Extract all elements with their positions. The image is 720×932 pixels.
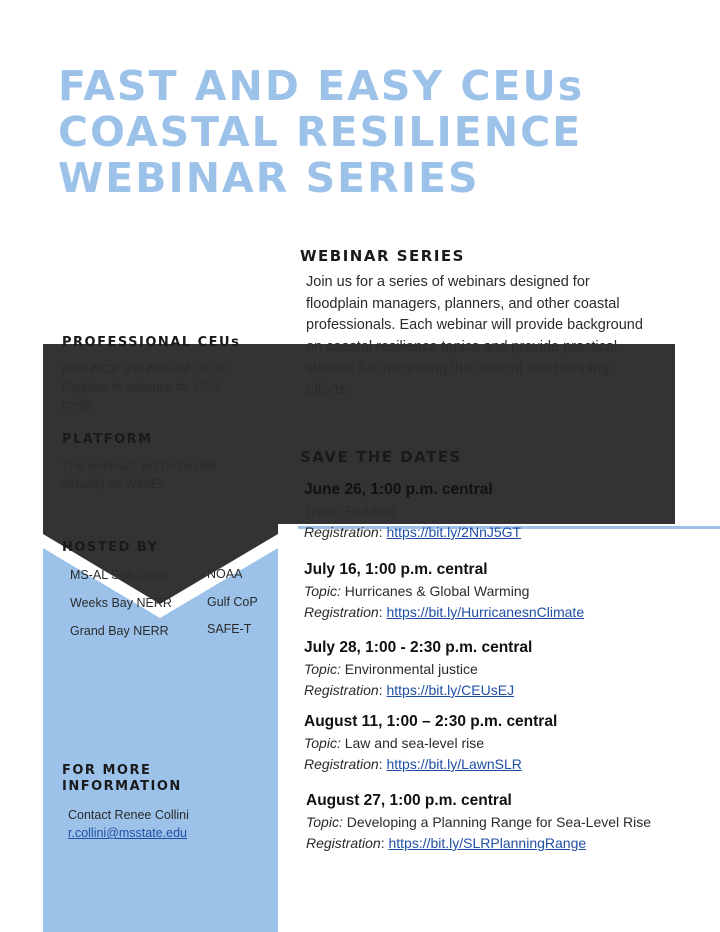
title-line-3: WEBINAR SERIES <box>58 154 480 202</box>
more-info-heading <box>62 763 182 795</box>
intro-line: floodplain managers, planners, and other coastal <box>306 295 620 312</box>
text-line: The webinars will be hosted <box>62 459 217 473</box>
registration-link[interactable]: https://bit.ly/CEUsEJ <box>386 682 515 698</box>
event-item <box>304 559 704 623</box>
host-noaa: NOAA <box>207 567 243 581</box>
registration-label: Registration <box>304 682 379 698</box>
topic-value: Fortified <box>344 503 396 519</box>
event-date: August 27, 1:00 p.m. central <box>306 792 512 809</box>
save-the-dates-heading: SAVE THE DATES <box>300 448 462 466</box>
topic-label: Topic: <box>304 503 341 519</box>
registration-link[interactable]: https://bit.ly/LawnSLR <box>386 756 522 772</box>
registration-label: Registration <box>304 756 379 772</box>
event-topic <box>304 501 704 522</box>
platform-text <box>62 457 252 493</box>
registration-link[interactable]: https://bit.ly/SLRPlanningRange <box>388 835 587 851</box>
event-date: June 26, 1:00 p.m. central <box>304 481 493 498</box>
registration-link[interactable]: https://bit.ly/2NnJ5GT <box>386 524 522 540</box>
intro-line: support for integrating the content into planning <box>306 360 610 376</box>
intro-line: on coastal resilience topics and provide practical <box>306 338 618 355</box>
event-item <box>304 637 704 701</box>
contact-block <box>68 806 258 842</box>
topic-label: Topic: <box>306 814 343 830</box>
event-item <box>304 711 704 775</box>
text-line: Both AICP and ASFPM CEUs. <box>62 362 230 376</box>
platform-heading: PLATFORM <box>62 432 153 447</box>
host-ms-al-sea-grant: MS-AL Sea Grant <box>70 568 169 582</box>
registration-label: Registration <box>306 835 381 851</box>
heading-line: INFORMATION <box>62 779 182 794</box>
text-line: credit. <box>62 398 97 412</box>
contact-email-link[interactable]: r.collini@msstate.edu <box>68 826 187 840</box>
webinar-series-heading: WEBINAR SERIES <box>300 247 465 265</box>
intro-line: professionals. Each webinar will provide background <box>306 317 643 333</box>
topic-value: Hurricanes & Global Warming <box>344 583 530 599</box>
event-registration: Registration: https://bit.ly/HurricanesnClimate <box>304 604 585 620</box>
text-line: virtually on WebEx. <box>62 477 169 491</box>
hosted-by-heading: HOSTED BY <box>62 540 159 555</box>
event-date: July 16, 1:00 p.m. central <box>304 561 488 578</box>
event-topic <box>304 659 704 680</box>
host-grand-bay-nerr: Grand Bay NERR <box>70 624 169 638</box>
professional-ceus-text <box>62 360 252 414</box>
host-weeks-bay-nerr: Weeks Bay NERR <box>70 596 172 610</box>
registration-link[interactable]: https://bit.ly/HurricanesnClimate <box>386 604 585 620</box>
topic-value: Environmental justice <box>344 661 478 677</box>
professional-ceus-heading: PROFESSIONAL CEUs <box>62 335 241 350</box>
heading-line: FOR MORE <box>62 763 152 778</box>
event-item <box>306 790 706 854</box>
registration-label: Registration <box>304 604 379 620</box>
topic-label: Topic: <box>304 735 341 751</box>
event-topic <box>304 581 704 602</box>
event-registration: Registration: https://bit.ly/2NnJ5GT <box>304 524 522 540</box>
topic-label: Topic: <box>304 661 341 677</box>
event-registration: Registration: https://bit.ly/SLRPlanningRange <box>306 835 587 851</box>
event-date: July 28, 1:00 - 2:30 p.m. central <box>304 639 533 656</box>
intro-paragraph <box>306 272 676 401</box>
event-date: August 11, 1:00 – 2:30 p.m. central <box>304 713 558 730</box>
event-registration: Registration: https://bit.ly/LawnSLR <box>304 756 522 772</box>
registration-label: Registration <box>304 524 379 540</box>
text-line: Register in advance for CEU <box>62 380 221 394</box>
event-topic <box>304 733 704 754</box>
topic-value: Law and sea-level rise <box>344 735 485 751</box>
event-item <box>304 479 704 543</box>
event-topic <box>306 812 706 833</box>
intro-line: efforts. <box>306 381 351 398</box>
title-line-1: FAST AND EASY CEUs <box>58 62 585 110</box>
host-gulf-cop: Gulf CoP <box>207 595 258 609</box>
topic-label: Topic: <box>304 583 341 599</box>
title-line-2: COASTAL RESILIENCE <box>58 108 583 156</box>
host-safe-t: SAFE-T <box>207 622 252 636</box>
topic-value: Developing a Planning Range for Sea-Level Rise <box>346 814 652 830</box>
event-registration: Registration: https://bit.ly/CEUsEJ <box>304 682 515 698</box>
contact-name: Contact Renee Collini <box>68 808 189 822</box>
intro-line: Join us for a series of webinars designed for <box>306 274 590 290</box>
